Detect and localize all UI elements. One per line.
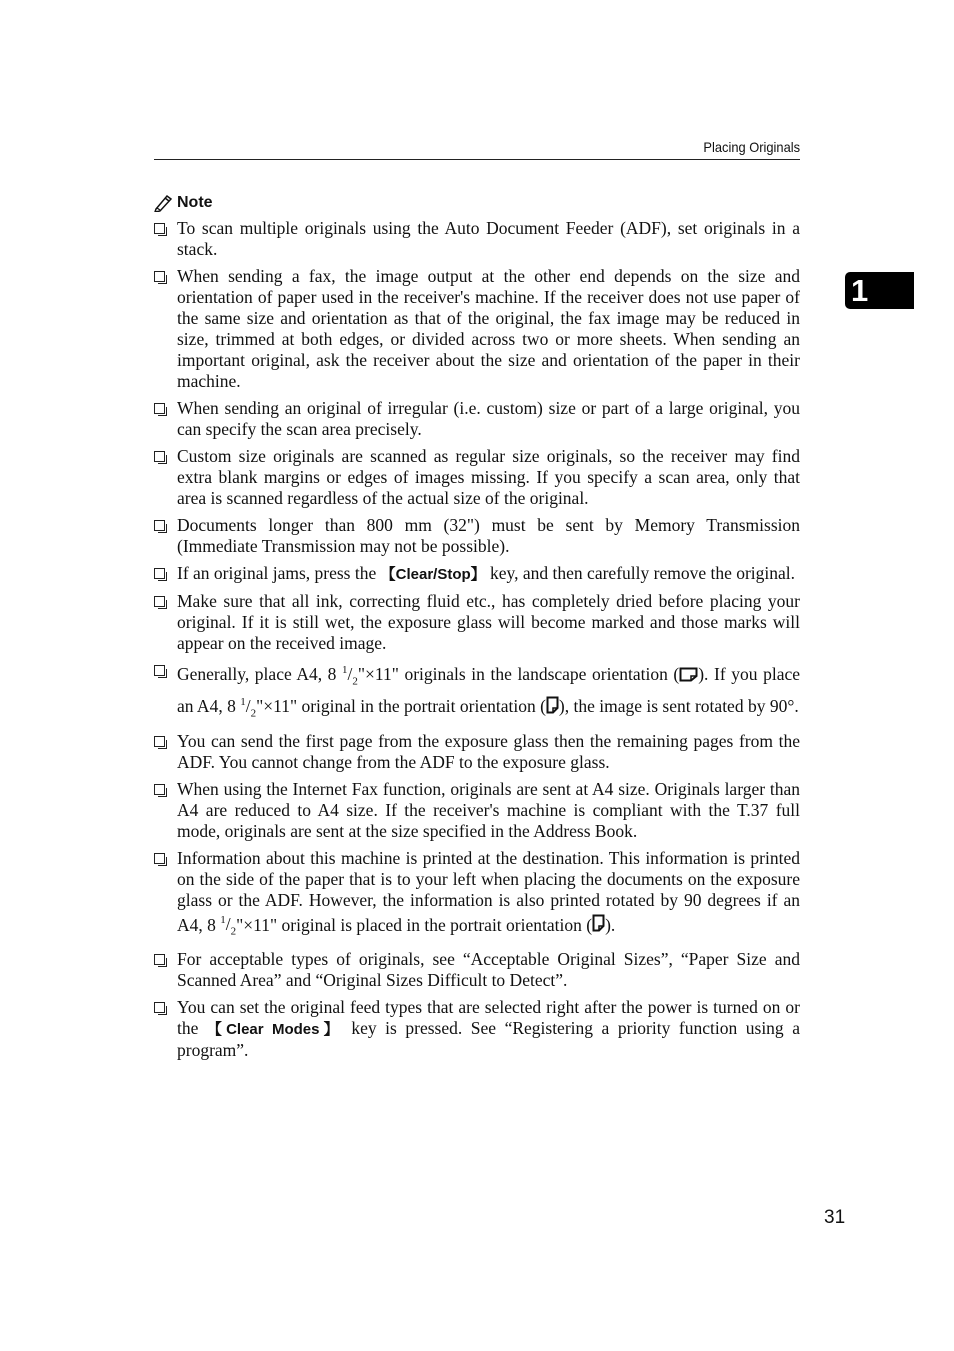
checkbox-bullet-icon — [154, 853, 165, 864]
checkbox-bullet-icon — [154, 403, 165, 414]
checkbox-bullet-icon — [154, 784, 165, 795]
note-item: Custom size originals are scanned as regular size originals, so the receiver may find extra blank margins or edges of images missing. If you specify a scan area, only that area is scanned regardless of the actual size of the original. — [154, 446, 800, 509]
note-item: You can set the original feed types that are selected right after the power is turned on or the 【Clear Modes】 key is pressed. See “Registering a priority function using a program”. — [154, 997, 800, 1061]
note-item: For acceptable types of originals, see “Acceptable Original Sizes”, “Paper Size and Scanned Area” and “Original Sizes Difficult to Detect”. — [154, 949, 800, 991]
note-item: When sending an original of irregular (i.e. custom) size or part of a large original, you can specify the scan area precisely. — [154, 398, 800, 440]
clear-modes-key: 【Clear Modes】 — [206, 1020, 343, 1038]
note-item: When using the Internet Fax function, originals are sent at A4 size. Originals larger than A4 are reduced to A4 size. If the receiver's machine is compliant with the T.37 full mode, originals are sent at the size specified in the Address Book. — [154, 779, 800, 842]
running-header — [154, 138, 800, 160]
clear-stop-key: 【Clear/Stop】 — [380, 566, 486, 583]
header-title: Placing Originals — [703, 139, 800, 155]
note-item: To scan multiple originals using the Auto Document Feeder (ADF), set originals in a stack. — [154, 218, 800, 260]
chapter-tab — [845, 272, 914, 309]
note-heading-text: Note — [177, 194, 213, 211]
note-item: Make sure that all ink, correcting fluid etc., has completely dried before placing your original. If it is still wet, the exposure glass will become marked and those marks will appear on the received image. — [154, 591, 800, 654]
portrait-orientation-icon — [546, 696, 559, 714]
landscape-orientation-icon — [679, 667, 698, 682]
note-item: If an original jams, press the 【Clear/Stop】 key, and then carefully remove the original. — [154, 563, 800, 585]
checkbox-bullet-icon — [154, 954, 165, 965]
checkbox-bullet-icon — [154, 568, 165, 579]
note-item: Documents longer than 800 mm (32") must be sent by Memory Transmission (Immediate Transmission may not be possible). — [154, 515, 800, 557]
note-item: When sending a fax, the image output at the other end depends on the size and orientation of paper used in the receiver's machine. If the receiver does not use paper of the same size and orientation as that of the original, the fax image may be reduced in size, trimmed at both edges, or divided across two or more sheets. When sending an important original, ask the receiver about the size and orientation of the paper in their machine. — [154, 266, 800, 392]
checkbox-bullet-icon — [154, 520, 165, 531]
note-list — [154, 218, 800, 1067]
checkbox-bullet-icon — [154, 223, 165, 234]
checkbox-bullet-icon — [154, 736, 165, 747]
page-number: 31 — [824, 1207, 846, 1228]
checkbox-bullet-icon — [154, 1002, 165, 1013]
chapter-number: 1 — [851, 273, 869, 308]
checkbox-bullet-icon — [154, 451, 165, 462]
note-item: You can send the first page from the exposure glass then the remaining pages from the ADF. You cannot change from the ADF to the exposure glass. — [154, 731, 800, 773]
checkbox-bullet-icon — [154, 665, 165, 676]
note-item: Information about this machine is printed at the destination. This information is printed on the side of the paper that is to your left when placing the documents on the exposure glass or the ADF. However, the information is also printed rotated by 90 degrees if an A4, 8 $^1/_2"\times 11$" original is placed in the portrait orientation ( ). — [154, 848, 800, 943]
note-item: Generally, place A4, 8 $^1/_2"\times 11$" originals in the landscape orientation ( ). If you place an A4, 8 $^1/_2"\times 11$" original in the portrait orientation ( ), the image is sent rotated by 90°. — [154, 660, 800, 725]
checkbox-bullet-icon — [154, 596, 165, 607]
portrait-orientation-icon — [592, 914, 605, 932]
note-heading — [154, 194, 213, 212]
checkbox-bullet-icon — [154, 271, 165, 282]
pencil-icon — [154, 194, 174, 212]
